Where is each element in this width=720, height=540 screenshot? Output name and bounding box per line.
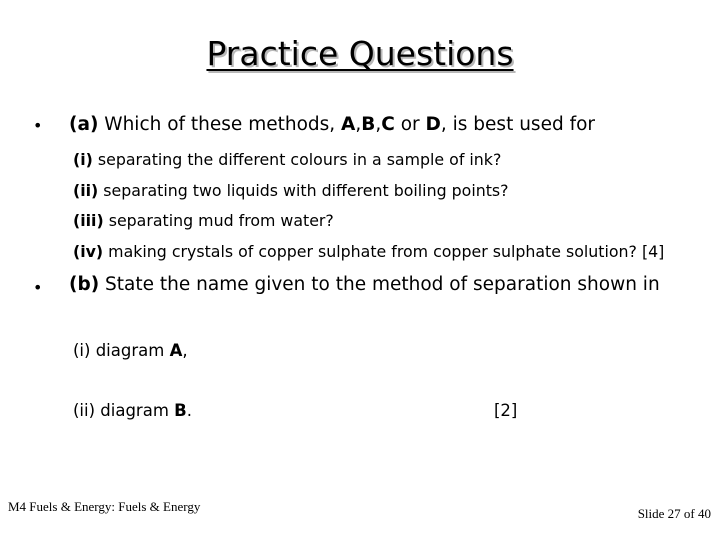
diagram-item-a: [73, 341, 188, 360]
option-separator: ,: [355, 114, 362, 135]
diagram-item-suffix: .: [186, 401, 192, 420]
marks-b: [2]: [494, 401, 518, 420]
option-d: D: [425, 114, 441, 135]
question-b-text: State the name given to the method of separation shown in: [99, 274, 660, 295]
sub-question-ii: [73, 181, 509, 200]
diagram-item-prefix: (ii) diagram: [73, 401, 175, 420]
diagram-item-prefix: (i) diagram: [73, 341, 170, 360]
question-b: [69, 274, 660, 295]
diagram-item-suffix: ,: [182, 341, 188, 360]
sub-question-iv: [73, 242, 664, 261]
option-b: B: [361, 114, 376, 135]
question-b-label: (b): [69, 274, 100, 295]
question-a-text-2: or: [394, 114, 426, 135]
question-a-text-3: , is best used for: [440, 114, 596, 135]
question-a-text-1: Which of these methods,: [98, 114, 342, 135]
slide-title: Practice Questions: [206, 34, 514, 73]
diagram-letter-a: A: [169, 341, 183, 360]
sub-question-label: (iii): [73, 211, 104, 230]
sub-question-i: [73, 150, 501, 169]
sub-question-text: separating two liquids with different boiling points?: [98, 181, 509, 200]
footer-course-title: M4 Fuels & Energy: Fuels & Energy: [8, 499, 201, 514]
diagram-letter-b: B: [174, 401, 187, 420]
diagram-item-b: [73, 401, 192, 420]
sub-question-label: (i): [73, 150, 93, 169]
bullet-b: •: [33, 278, 43, 297]
option-separator: ,: [375, 114, 382, 135]
question-a-label: (a): [69, 114, 99, 135]
sub-question-text: separating mud from water?: [103, 211, 334, 230]
option-a: A: [341, 114, 356, 135]
sub-question-label: (ii): [73, 181, 99, 200]
sub-question-label: (iv): [73, 242, 104, 261]
sub-question-iii: [73, 211, 334, 230]
footer-slide-number: Slide 27 of 40: [637, 506, 711, 521]
sub-question-text: separating the different colours in a sample of ink?: [92, 150, 502, 169]
sub-question-text: making crystals of copper sulphate from copper sulphate solution? [4]: [103, 242, 665, 261]
question-a: [69, 114, 595, 135]
option-c: C: [381, 114, 395, 135]
bullet-a: •: [33, 116, 43, 135]
